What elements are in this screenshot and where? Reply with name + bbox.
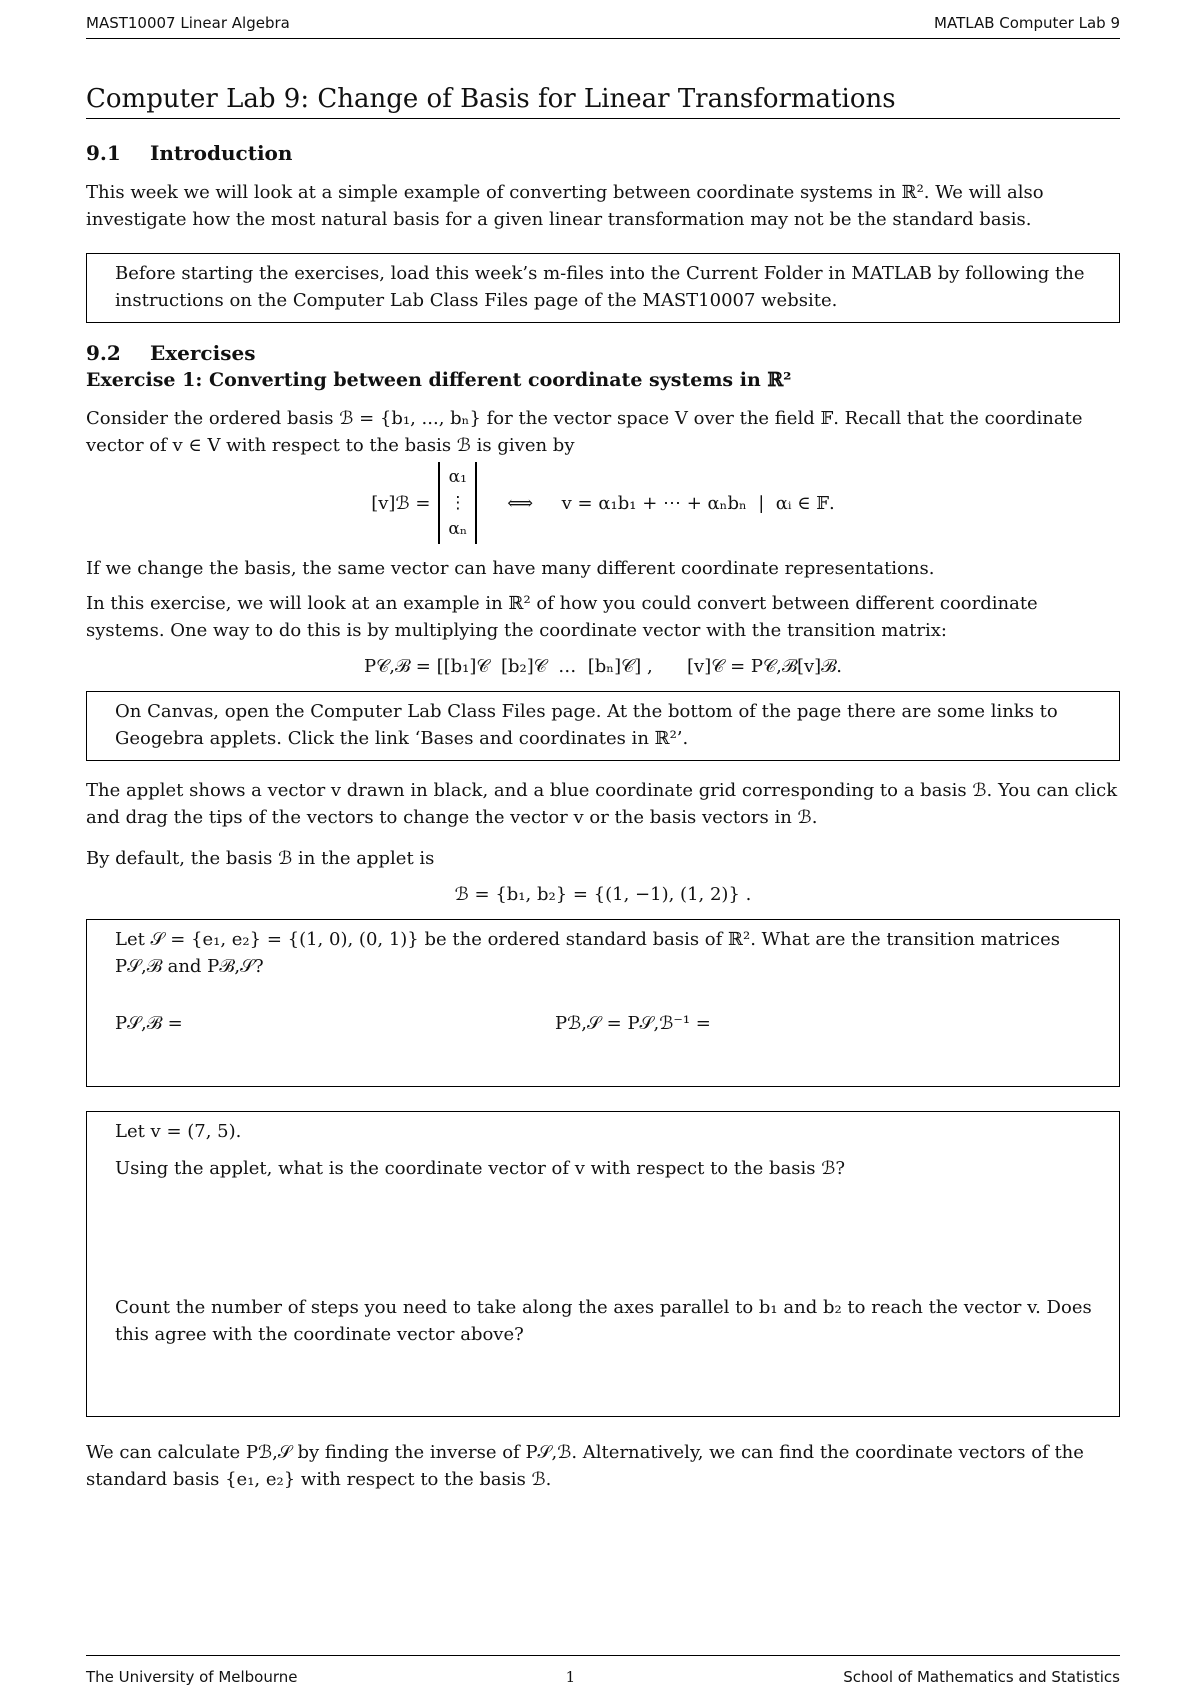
footer-university: The University of Melbourne — [86, 1668, 298, 1686]
instruction-box-canvas — [86, 691, 1120, 761]
applet-description-paragraph: The applet shows a vector v drawn in black, and a blue coordinate grid corresponding to a basis ℬ. You can click and drag the tips of the vectors to change the vector v or the basis vectors in ℬ. — [86, 780, 1118, 828]
inverse-paragraph: We can calculate Pℬ,𝒮 by finding the inverse of P𝒮,ℬ. Alternatively, we can find the coordinate vectors of the standard basis {e₁, e₂} with respect to the basis ℬ. — [86, 1442, 1084, 1490]
default-basis-paragraph: By default, the basis ℬ in the applet is — [86, 848, 435, 869]
question-box-transition-matrices — [86, 919, 1120, 1087]
running-header — [86, 14, 1120, 39]
section-number: 9.2 — [86, 341, 121, 365]
question-applet-coordinates: Using the applet, what is the coordinate vector of v with respect to the basis ℬ? — [115, 1158, 846, 1179]
question-box-coordinate-vector — [86, 1111, 1120, 1417]
answer-label-pSB: P𝒮,ℬ = — [115, 1013, 183, 1034]
coord-rhs: ⟺ v = α₁b₁ + ⋯ + αₙbₙ | αᵢ ∈ 𝔽. — [507, 492, 835, 514]
coordinate-vector-equation — [86, 461, 1120, 545]
main-content — [86, 84, 1120, 1493]
section-heading-exercises — [86, 341, 1120, 365]
coordinate-column-vector — [438, 462, 477, 544]
instruction-text: Before starting the exercises, load this week’s m-files into the Current Folder in MATLAB by following the instructions on the Computer Lab Class Files page of the MAST10007 website. — [115, 263, 1085, 311]
transition-intro-paragraph: In this exercise, we will look at an example in ℝ² of how you could convert between different coordinate systems. One way to do this is by multiplying the coordinate vector with the transition matrix: — [86, 593, 1038, 641]
footer-school: School of Mathematics and Statistics — [843, 1668, 1120, 1686]
header-course: MAST10007 Linear Algebra — [86, 14, 290, 32]
instruction-text: On Canvas, open the Computer Lab Class Files page. At the bottom of the page there are some links to Geogebra applets. Click the link ‘Bases and coordinates in ℝ²’. — [115, 701, 1058, 749]
section-heading-introduction — [86, 141, 1120, 165]
section-number: 9.1 — [86, 141, 121, 165]
question-given-vector: Let v = (7, 5). — [115, 1121, 242, 1142]
section-title: Introduction — [150, 141, 293, 165]
basis-paragraph: Consider the ordered basis ℬ = {b₁, ..., bₙ} for the vector space V over the field 𝔽. Recall that the coordinate vector of v ∈ V with respect to the basis ℬ is given by — [86, 408, 1083, 456]
exercise-1-title: Exercise 1: Converting between different coordinate systems in ℝ² — [86, 369, 792, 391]
representation-paragraph: If we change the basis, the same vector can have many different coordinate representations. — [86, 558, 935, 579]
question-count-steps: Count the number of steps you need to take along the axes parallel to b₁ and b₂ to reach the vector v. Does this agree with the coordinate vector above? — [115, 1297, 1092, 1345]
coord-entry-bot: αₙ — [448, 519, 468, 539]
running-footer — [86, 1655, 1120, 1686]
default-basis-formula: ℬ = {b₁, b₂} = {(1, −1), (1, 2)} . — [454, 884, 752, 905]
section-title: Exercises — [150, 341, 256, 365]
transition-matrix-formula: P𝒞,ℬ = [[b₁]𝒞 [b₂]𝒞 … [bₙ]𝒞] , [v]𝒞 = P𝒞,ℬ[v]ℬ. — [363, 656, 843, 677]
answer-label-pBS: Pℬ,𝒮 = P𝒮,ℬ⁻¹ = — [555, 1013, 711, 1034]
coord-entry-top: α₁ — [448, 467, 467, 487]
instruction-box-mfiles — [86, 253, 1120, 323]
page-title: Computer Lab 9: Change of Basis for Linear Transformations — [86, 84, 1120, 119]
coord-entry-mid: ⋮ — [449, 493, 467, 513]
page-number: 1 — [565, 1668, 576, 1686]
question-text: Let 𝒮 = {e₁, e₂} = {(1, 0), (0, 1)} be the ordered standard basis of ℝ². What are the transition matrices P𝒮,ℬ and Pℬ,𝒮? — [115, 929, 1060, 977]
intro-paragraph: This week we will look at a simple example of converting between coordinate systems in ℝ². We will also investigate how the most natural basis for a given linear transformation may not be the standard basis. — [86, 182, 1044, 230]
header-lab: MATLAB Computer Lab 9 — [934, 14, 1120, 32]
coord-lhs: [v]ℬ = — [371, 492, 431, 514]
